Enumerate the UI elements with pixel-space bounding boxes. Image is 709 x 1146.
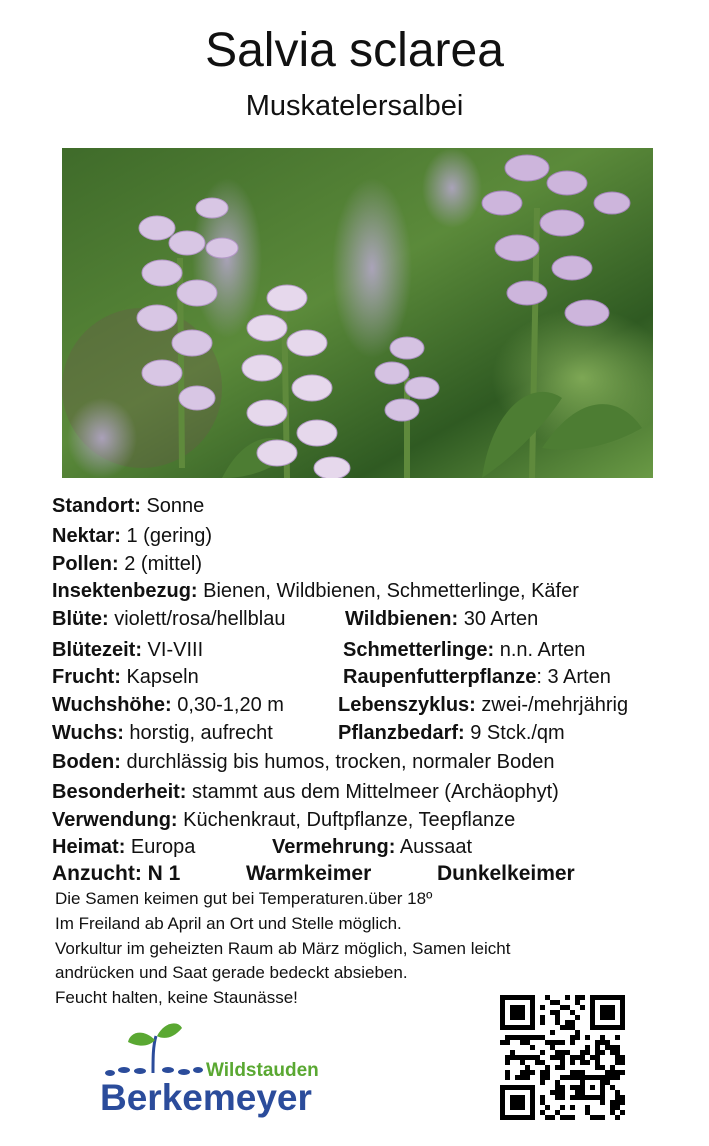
- fact-pflanzbedarf: [338, 721, 565, 745]
- fact-nektar: [52, 524, 212, 548]
- fact-vermehrung: [272, 835, 472, 859]
- logo-line2: Berkemeyer: [100, 1077, 312, 1118]
- fact-pollen: [52, 552, 202, 576]
- fact-value: 9 Stck./qm: [464, 722, 565, 744]
- fact-value: Sonne: [140, 495, 205, 517]
- note-line: Im Freiland ab April an Ort und Stelle möglich.: [55, 914, 402, 933]
- fact-raupenfutterpflanze: [343, 665, 611, 689]
- fact-bluete: [52, 607, 285, 631]
- fact-value: durchlässig bis humos, trocken, normaler Boden: [120, 751, 555, 773]
- fact-value: VI-VIII: [142, 639, 204, 661]
- fact-label: Verwendung:: [52, 809, 178, 831]
- fact-label: Lebenszyklus:: [338, 694, 476, 716]
- fact-value: zwei-/mehrjährig: [475, 694, 629, 716]
- fact-label: Heimat:: [52, 836, 126, 858]
- fact-value: Bienen, Wildbienen, Schmetterlinge, Käfer: [197, 580, 579, 602]
- fact-bluetezeit: [52, 638, 203, 662]
- brand-logo: [98, 1018, 358, 1118]
- fact-value: Europa: [125, 836, 196, 858]
- fact-label: Vermehrung:: [272, 836, 396, 858]
- fact-wuchs: [52, 721, 273, 745]
- fact-lebenszyklus: [338, 693, 628, 717]
- fact-value: 2 (mittel): [118, 553, 203, 575]
- page-title: Salvia sclarea: [205, 24, 504, 77]
- fact-heimat: [52, 835, 195, 859]
- fact-label: Insektenbezug:: [52, 580, 198, 602]
- fact-value: 30 Arten: [458, 608, 539, 630]
- fact-label: Boden:: [52, 751, 121, 773]
- fact-boden: [52, 750, 554, 774]
- anzucht-warmkeimer: Warmkeimer: [246, 862, 372, 885]
- fact-label: Blütezeit:: [52, 639, 142, 661]
- note-line: Die Samen keimen gut bei Temperaturen.über 18º: [55, 889, 433, 908]
- fact-label: Standort:: [52, 495, 141, 517]
- fact-value: n.n. Arten: [494, 639, 586, 661]
- fact-value: : 3 Arten: [536, 666, 611, 688]
- note-line: Vorkultur im geheizten Raum ab März möglich, Samen leicht: [55, 939, 511, 958]
- fact-besonderheit: [52, 780, 559, 804]
- fact-value: Küchenkraut, Duftpflanze, Teepflanze: [177, 809, 516, 831]
- fact-verwendung: [52, 808, 515, 832]
- anzucht-label: Anzucht: N 1: [52, 862, 181, 885]
- fact-value: horstig, aufrecht: [123, 722, 273, 744]
- plant-photo: [62, 148, 653, 478]
- fact-label: Wuchshöhe:: [52, 694, 172, 716]
- fact-label: Besonderheit:: [52, 781, 187, 803]
- fact-label: Blüte:: [52, 608, 109, 630]
- note-line: andrücken und Saat gerade bedeckt absieben.: [55, 963, 408, 982]
- note-line: Feucht halten, keine Staunässe!: [55, 988, 298, 1007]
- fact-label: Pollen:: [52, 553, 119, 575]
- fact-label: Schmetterlinge:: [343, 639, 495, 661]
- fact-label: Frucht:: [52, 666, 121, 688]
- fact-value: stammt aus dem Mittelmeer (Archäophyt): [186, 781, 559, 803]
- fact-value: Kapseln: [120, 666, 199, 688]
- page-subtitle: Muskatelersalbei: [245, 90, 464, 122]
- fact-schmetterlinge: [343, 638, 585, 662]
- fact-label: Wuchs:: [52, 722, 124, 744]
- fact-insektenbezug: [52, 579, 579, 603]
- logo-line1: Wildstauden: [206, 1060, 319, 1081]
- qr-code[interactable]: [500, 995, 625, 1120]
- fact-value: 0,30-1,20 m: [171, 694, 284, 716]
- fact-label: Wildbienen:: [345, 608, 459, 630]
- fact-label: Raupenfutterpflanze: [343, 666, 537, 688]
- anzucht-dunkelkeimer: Dunkelkeimer: [437, 862, 575, 885]
- fact-wuchshoehe: [52, 693, 284, 717]
- fact-label: Pflanzbedarf:: [338, 722, 465, 744]
- fact-value: violett/rosa/hellblau: [108, 608, 286, 630]
- fact-value: Aussaat: [395, 836, 473, 858]
- fact-value: 1 (gering): [120, 525, 213, 547]
- fact-label: Nektar:: [52, 525, 121, 547]
- fact-standort: [52, 494, 204, 518]
- fact-frucht: [52, 665, 199, 689]
- fact-wildbienen: [345, 607, 538, 631]
